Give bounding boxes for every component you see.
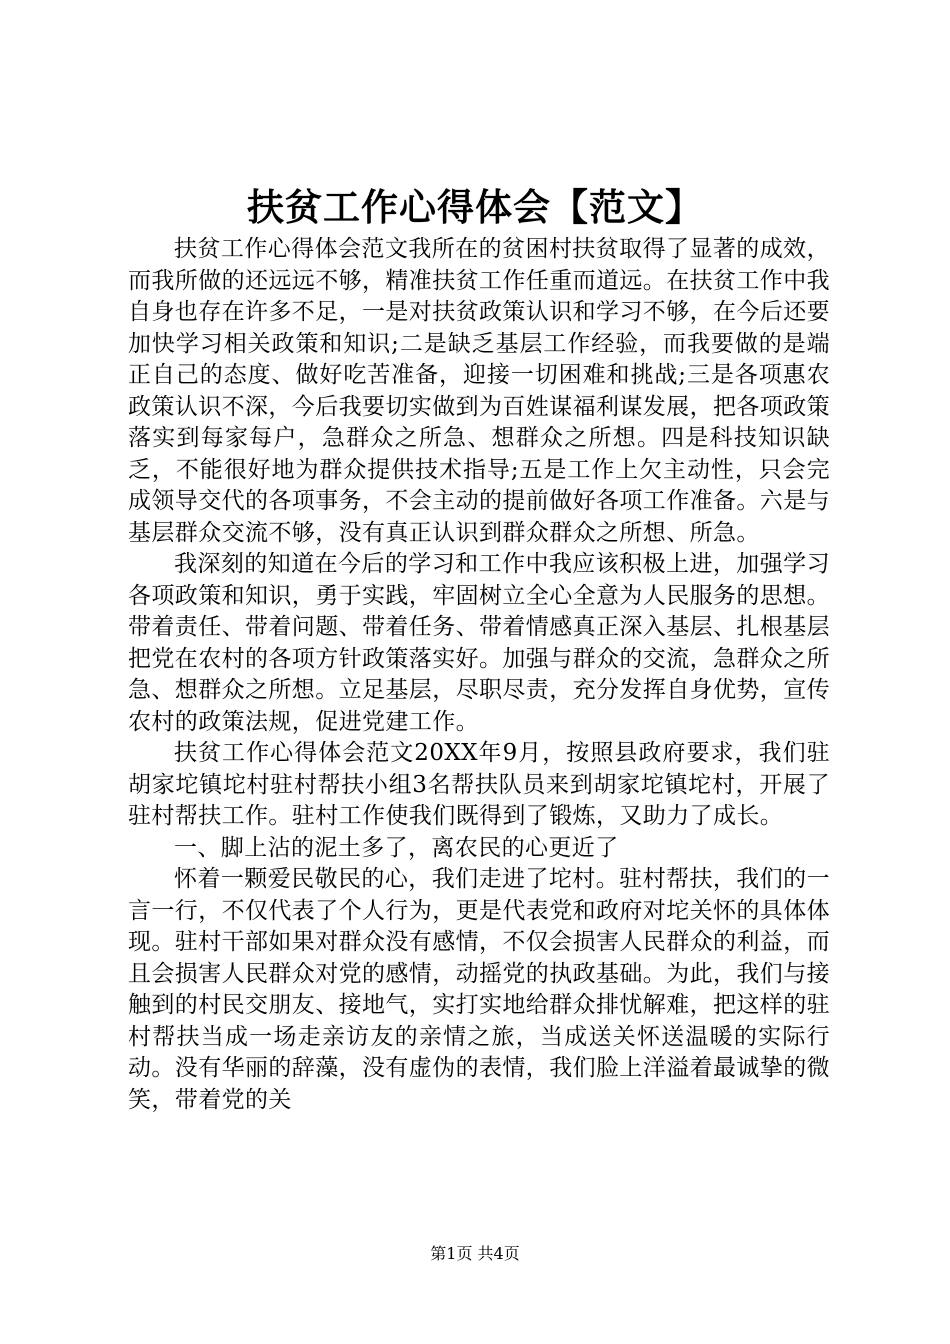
document-body	[128, 234, 830, 1116]
paragraph-3: 扶贫工作心得体会范文20XX年9月，按照县政府要求，我们驻胡家坨镇坨村驻村帮扶小组3名帮扶队员来到胡家坨镇坨村，开展了驻村帮扶工作。驻村工作使我们既得到了锻炼，又助力了成长。	[128, 740, 830, 829]
paragraph-2: 我深刻的知道在今后的学习和工作中我应该积极上进，加强学习各项政策和知识，勇于实践，牢固树立全心全意为人民服务的思想。带着责任、带着问题、带着任务、带着情感真正深入基层、扎根基层把党在农村的各项方针政策落实好。加强与群众的交流，急群众之所急、想群众之所想。立足基层，尽职尽责，充分发挥自身优势，宣传农村的政策法规，促进党建工作。	[128, 551, 830, 735]
paragraph-1: 扶贫工作心得体会范文我所在的贫困村扶贫取得了显著的成效，而我所做的还远远不够，精准扶贫工作任重而道远。在扶贫工作中我自身也存在许多不足，一是对扶贫政策认识和学习不够，在今后还要加快学习相关政策和知识;二是缺乏基层工作经验，而我要做的是端正自己的态度、做好吃苦准备，迎接一切困难和挑战;三是各项惠农政策认识不深，今后我要切实做到为百姓谋福利谋发展，把各项政策落实到每家每户，急群众之所急、想群众之所想。四是科技知识缺乏，不能很好地为群众提供技术指导;五是工作上欠主动性，只会完成领导交代的各项事务，不会主动的提前做好各项工作准备。六是与基层群众交流不够，没有真正认识到群众群众之所想、所急。	[128, 236, 830, 546]
document-title: 扶贫工作心得体会【范文】	[247, 185, 703, 229]
page-footer: 第1页 共4页	[430, 1244, 520, 1263]
section-heading: 一、脚上沾的泥土多了，离农民的心更近了	[174, 834, 619, 861]
paragraph-4: 怀着一颗爱民敬民的心，我们走进了坨村。驻村帮扶，我们的一言一行，不仅代表了个人行为，更是代表党和政府对坨关怀的具体体现。驻村干部如果对群众没有感情，不仅会损害人民群众的利益，而且会损害人民群众对党的感情，动摇党的执政基础。为此，我们与接触到的村民交朋友、接地气，实打实地给群众排忧解难，把这样的驻村帮扶当成一场走亲访友的亲情之旅，当成送关怀送温暖的实际行动。没有华丽的辞藻，没有虚伪的表情，我们脸上洋溢着最诚挚的微笑，带着党的关	[128, 866, 830, 1113]
